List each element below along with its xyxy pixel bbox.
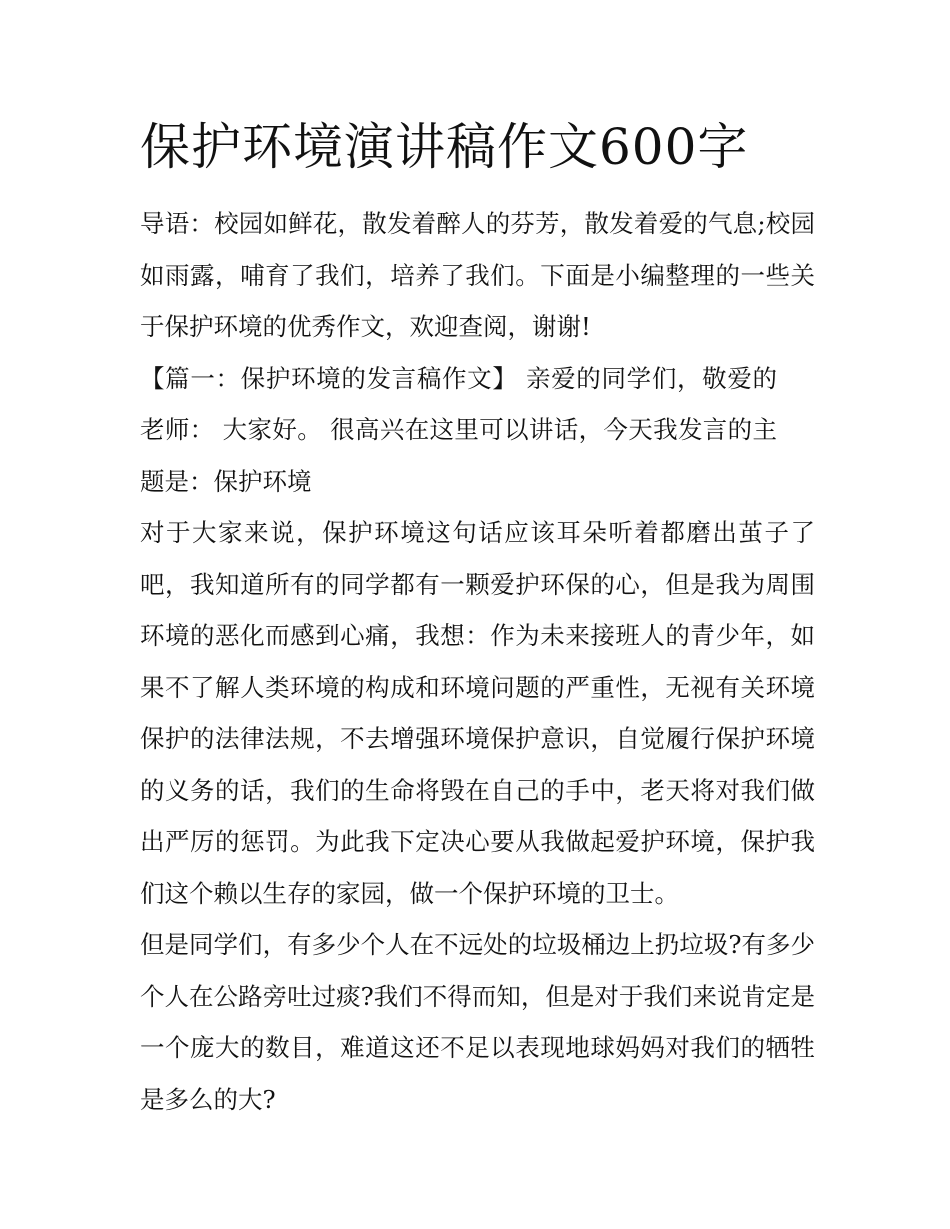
- document-title: 保护环境演讲稿作文600字: [140, 118, 749, 176]
- document-body: [140, 198, 815, 1125]
- intro-paragraph: 导语：校园如鲜花，散发着醉人的芬芳，散发着爱的气息;校园如雨露，哺育了我们，培养了我们。下面是小编整理的一些关于保护环境的优秀作文，欢迎查阅，谢谢!: [140, 209, 815, 341]
- body-paragraph: 但是同学们，有多少个人在不远处的垃圾桶边上扔垃圾?有多少个人在公路旁吐过痰?我们不得而知，但是对于我们来说肯定是一个庞大的数目，难道这还不足以表现地球妈妈对我们的牺牲是多么的大?: [140, 930, 815, 1114]
- section-one-opening-paragraph: 【篇一：保护环境的发言稿作文】 亲爱的同学们，敬爱的老师： 大家好。 很高兴在这里可以讲话，今天我发言的主题是：保护环境: [140, 363, 777, 496]
- body-paragraph: 对于大家来说，保护环境这句话应该耳朵听着都磨出茧子了吧，我知道所有的同学都有一颗爱护环保的心，但是我为周围环境的恶化而感到心痛，我想：作为未来接班人的青少年，如果不了解人类环境的构成和环境问题的严重性，无视有关环境保护的法律法规，不去增强环境保护意识，自觉履行保护环境的义务的话，我们的生命将毁在自己的手中，老天将对我们做出严厉的惩罚。为此我下定决心要从我做起爱护环境，保护我们这个赖以生存的家园，做一个保护环境的卫士。: [140, 518, 815, 908]
